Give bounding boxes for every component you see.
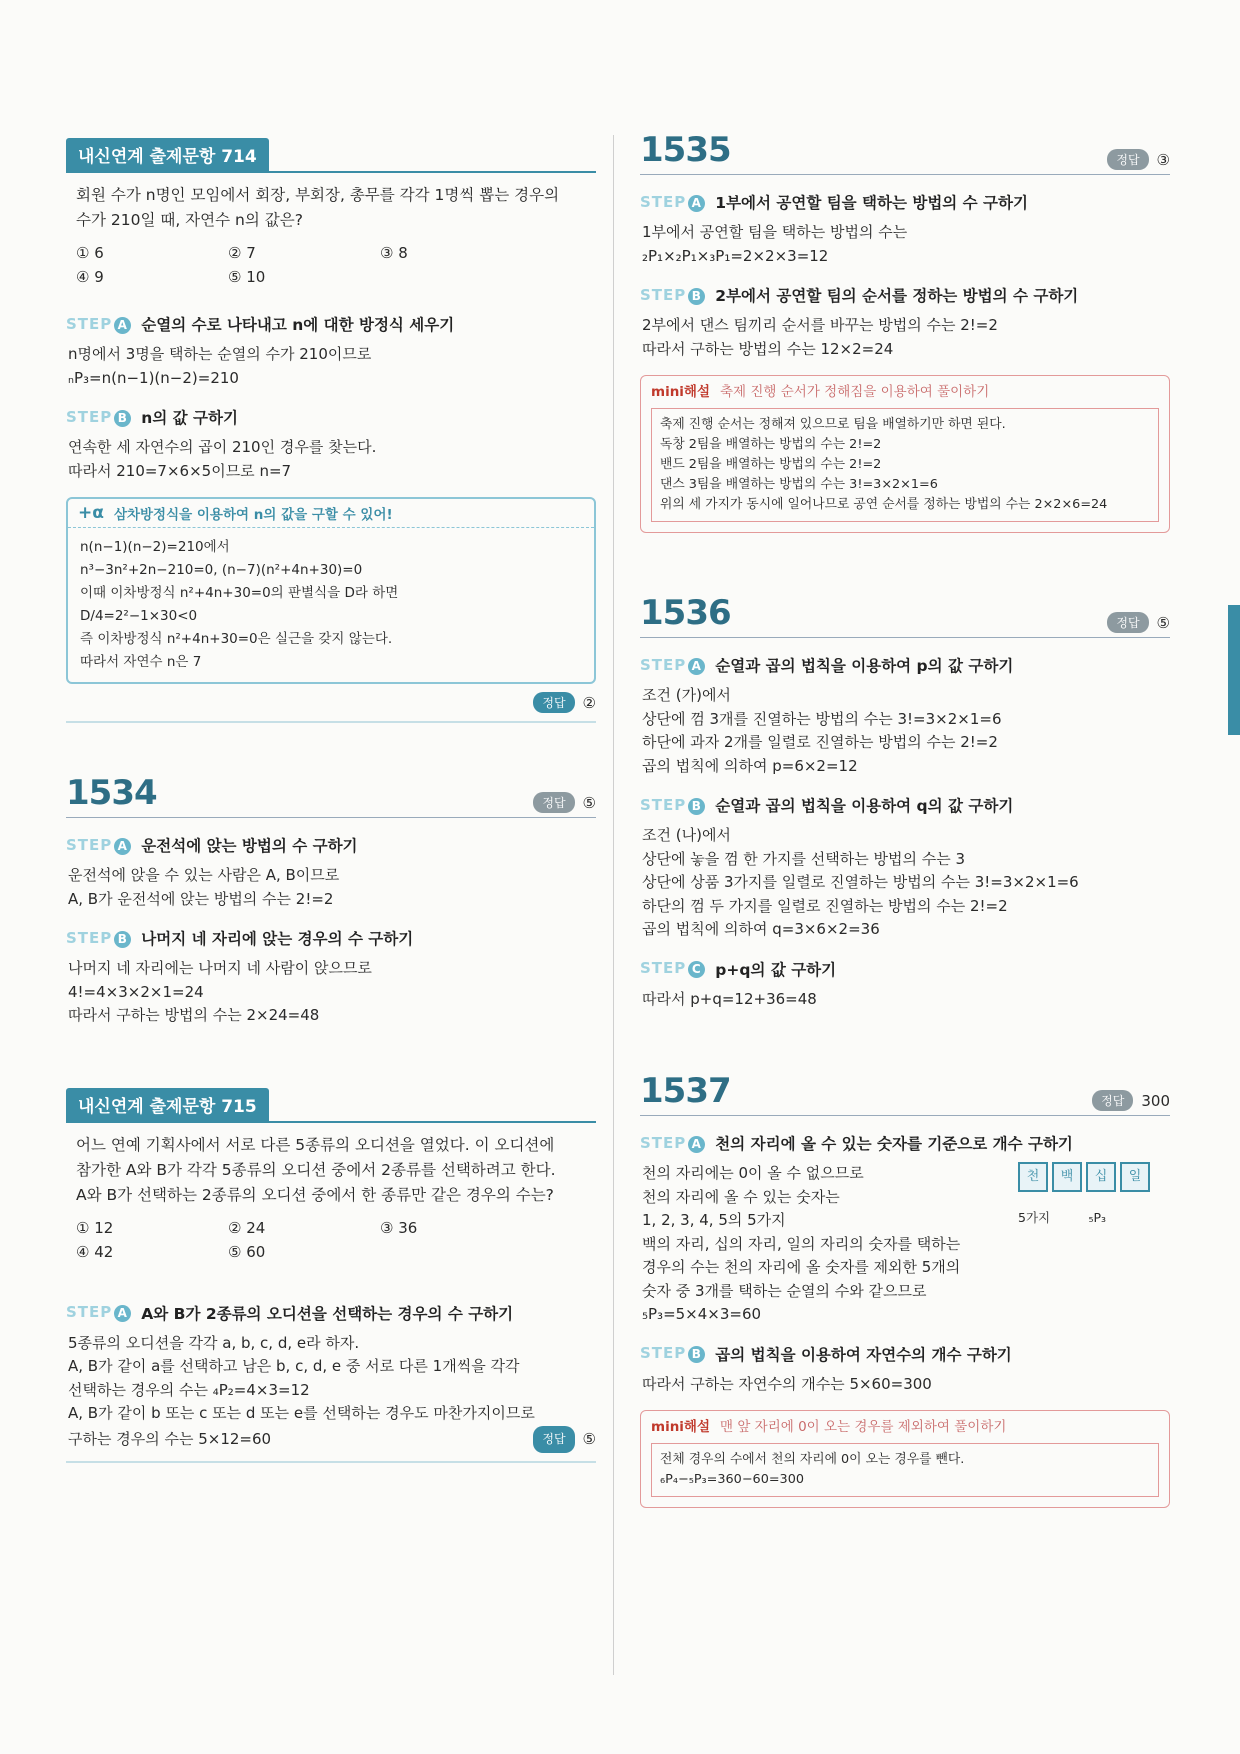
problem-number: 1535 — [640, 130, 731, 170]
step-a — [640, 191, 1170, 213]
answer-value: 300 — [1141, 1091, 1170, 1110]
body-line: 곱의 법칙에 의하여 p=6×2=12 — [642, 756, 858, 775]
step-tag: STEP A — [66, 315, 131, 334]
digit-box: 십 — [1086, 1162, 1116, 1192]
mini-explanation-box — [640, 1410, 1170, 1508]
body-line: 백의 자리, 십의 자리, 일의 자리의 숫자를 택하는 — [642, 1234, 961, 1253]
left-column — [66, 138, 596, 1463]
mini-header — [641, 376, 1169, 404]
plus-alpha-header — [68, 499, 594, 528]
body-line: 하단의 껌 두 가지를 일렬로 진열하는 방법의 수는 2!=2 — [642, 896, 1008, 915]
step-body — [66, 343, 596, 390]
step-body — [640, 988, 1170, 1012]
step-title: 2부에서 공연할 팀의 순서를 정하는 방법의 수 구하기 — [715, 287, 1079, 305]
step-body — [66, 1332, 596, 1454]
body-line: 상단에 놓을 껌 한 가지를 선택하는 방법의 수는 3 — [642, 849, 965, 868]
body-line: 운전석에 앉을 수 있는 사람은 A, B이므로 — [68, 866, 340, 884]
body-line: ₆P₄−₅P₃=360−60=300 — [660, 1472, 804, 1487]
body-line: 조건 (나)에서 — [642, 826, 731, 844]
answer-badge: 정답 — [1107, 612, 1148, 633]
question-line: 수가 210일 때, 자연수 n의 값은? — [76, 211, 303, 229]
body-line: 선택하는 경우의 수는 ₄P₂=4×3=12 — [68, 1380, 310, 1399]
problem-714 — [66, 138, 596, 723]
step-title: 1부에서 공연할 팀을 택하는 방법의 수 구하기 — [715, 194, 1028, 212]
mini-body — [651, 408, 1159, 522]
question-line: 회원 수가 n명인 모임에서 회장, 부회장, 총무를 각각 1명씩 뽑는 경우의 — [76, 186, 560, 204]
body-line: 이때 이차방정식 n²+4n+30=0의 판별식을 D라 하면 — [80, 585, 399, 601]
step-c — [640, 958, 1170, 980]
problem-header — [640, 130, 1170, 175]
choice: ⑤ 10 — [228, 268, 266, 286]
choice: ① 6 — [76, 244, 104, 262]
answer-badge: 정답 — [533, 1426, 574, 1454]
body-line: 구하는 경우의 수는 5×12=60 — [68, 1429, 272, 1448]
step-tag: STEP B — [640, 1344, 705, 1363]
answer-badge: 정답 — [533, 692, 574, 713]
question-line: 참가한 A와 B가 각각 5종류의 오디션 중에서 2종류를 선택하려고 한다. — [76, 1160, 556, 1179]
step-body — [640, 1162, 1170, 1327]
step-tag: STEP B — [66, 929, 131, 948]
step-a — [640, 654, 1170, 676]
body-line: 상단에 껌 3개를 진열하는 방법의 수는 3!=3×2×1=6 — [642, 709, 1002, 728]
step-b — [640, 284, 1170, 306]
step-title: A와 B가 2종류의 오디션을 선택하는 경우의 수 구하기 — [141, 1304, 514, 1323]
banner-title: 내신연계 출제문항 715 — [66, 1088, 269, 1121]
plus-alpha-body — [68, 528, 594, 682]
problem-number: 1537 — [640, 1071, 731, 1111]
question — [66, 183, 596, 233]
step-tag: STEP A — [640, 656, 705, 675]
body-line: 경우의 수는 천의 자리에 올 숫자를 제외한 5개의 — [642, 1258, 961, 1276]
section-end-line — [66, 1461, 596, 1463]
step-title: 순열과 곱의 법칙을 이용하여 p의 값 구하기 — [715, 657, 1014, 675]
body-line: 따라서 p+q=12+36=48 — [642, 989, 817, 1008]
body-line: 즉 이차방정식 n²+4n+30=0은 실근을 갖지 않는다. — [80, 631, 393, 647]
step-tag: STEP B — [640, 796, 705, 815]
step-b — [66, 927, 596, 949]
choice: ③ 36 — [380, 1218, 418, 1237]
mini-tag: mini해설 — [651, 384, 711, 400]
step-b — [640, 1343, 1170, 1365]
step-tag: STEP B — [640, 286, 705, 305]
body-line: 따라서 구하는 방법의 수는 12×2=24 — [642, 339, 894, 358]
body-line: 하단에 과자 2개를 일렬로 진열하는 방법의 수는 2!=2 — [642, 733, 998, 751]
step-tag: STEP A — [66, 836, 131, 855]
answer-badge: 정답 — [1092, 1090, 1133, 1111]
plus-alpha-title: 삼차방정식을 이용하여 n의 값을 구할 수 있어! — [113, 507, 393, 523]
body-line: 나머지 네 자리에는 나머지 네 사람이 앉으므로 — [68, 959, 372, 977]
step-title: 순열의 수로 나타내고 n에 대한 방정식 세우기 — [141, 316, 455, 334]
body-line: 연속한 세 자연수의 곱이 210인 경우를 찾는다. — [68, 438, 377, 456]
body-line: 천의 자리에 올 수 있는 숫자는 — [642, 1187, 840, 1206]
step-body — [640, 684, 1170, 778]
answer-value: ⑤ — [582, 1429, 596, 1448]
mini-header — [641, 1411, 1169, 1439]
problem-number: 1534 — [66, 773, 157, 813]
step-title: 천의 자리에 올 수 있는 숫자를 기준으로 개수 구하기 — [715, 1135, 1073, 1153]
step-tag: STEP A — [640, 193, 705, 212]
digit-label: ₅P₃ — [1088, 1210, 1106, 1225]
answer-row — [66, 692, 596, 713]
body-line: 천의 자리에는 0이 올 수 없으므로 — [642, 1164, 864, 1182]
problem-1536 — [640, 593, 1170, 1011]
step-tag: STEP C — [640, 959, 705, 978]
body-line: 따라서 구하는 자연수의 개수는 5×60=300 — [642, 1374, 932, 1393]
body-line: 1부에서 공연할 팀을 택하는 방법의 수는 — [642, 223, 908, 241]
body-line: 2부에서 댄스 팀끼리 순서를 바꾸는 방법의 수는 2!=2 — [642, 316, 998, 334]
answer-value: ⑤ — [582, 793, 596, 812]
choices — [66, 1208, 596, 1272]
problem-1537 — [640, 1071, 1170, 1508]
digit-box: 백 — [1052, 1162, 1082, 1192]
step-title: 곱의 법칙을 이용하여 자연수의 개수 구하기 — [715, 1345, 1012, 1364]
plus-alpha-box — [66, 497, 596, 684]
body-line: 댄스 3팀을 배열하는 방법의 수는 3!=3×2×1=6 — [660, 477, 938, 492]
body-line: 곱의 법칙에 의하여 q=3×6×2=36 — [642, 920, 880, 938]
step-a — [640, 1132, 1170, 1154]
answer-value: ③ — [1156, 150, 1170, 169]
banner-title: 내신연계 출제문항 714 — [66, 138, 269, 171]
plus-alpha-icon: +α — [78, 503, 104, 523]
step-body — [640, 1373, 1170, 1397]
body-line: 따라서 구하는 방법의 수는 2×24=48 — [68, 1006, 320, 1024]
choice: ② 24 — [228, 1218, 266, 1237]
problem-number: 1536 — [640, 593, 731, 633]
body-line: ₅P₃=5×4×3=60 — [642, 1305, 762, 1323]
step-title: 순열과 곱의 법칙을 이용하여 q의 값 구하기 — [715, 797, 1014, 815]
choice: ② 7 — [228, 244, 256, 262]
problem-1534 — [66, 773, 596, 1028]
choice: ⑤ 60 — [228, 1242, 266, 1261]
question-line: 어느 연예 기획사에서 서로 다른 5종류의 오디션을 열었다. 이 오디션에 — [76, 1135, 555, 1154]
body-line: A, B가 운전석에 앉는 방법의 수는 2!=2 — [68, 889, 334, 908]
step-body — [640, 221, 1170, 268]
step-body — [66, 436, 596, 483]
body-line: 4!=4×3×2×1=24 — [68, 982, 204, 1001]
body-line: ₂P₁×₂P₁×₃P₁=2×2×3=12 — [642, 246, 829, 265]
body-line: 숫자 중 3개를 택하는 순열의 수와 같으므로 — [642, 1281, 927, 1300]
digit-box: 일 — [1120, 1162, 1150, 1192]
body-line: 축제 진행 순서는 정해져 있으므로 팀을 배열하기만 하면 된다. — [660, 417, 1006, 432]
question — [66, 1133, 596, 1208]
digit-place-diagram — [1018, 1162, 1150, 1230]
body-line: D/4=2²−1×30<0 — [80, 608, 198, 624]
body-line: n명에서 3명을 택하는 순열의 수가 210이므로 — [68, 345, 372, 363]
digit-box: 천 — [1018, 1162, 1048, 1192]
step-a — [66, 834, 596, 856]
problem-header — [66, 773, 596, 818]
right-column — [640, 130, 1170, 1508]
section-end-line — [66, 721, 596, 723]
body-line: 전체 경우의 수에서 천의 자리에 0이 오는 경우를 뺀다. — [660, 1452, 965, 1467]
body-line: 5종류의 오디션을 각각 a, b, c, d, e라 하자. — [68, 1333, 360, 1352]
edge-tab — [1228, 605, 1240, 735]
step-tag: STEP A — [66, 1303, 131, 1322]
body-line: 독창 2팀을 배열하는 방법의 수는 2!=2 — [660, 437, 882, 452]
choice: ③ 8 — [380, 244, 408, 262]
step-title: 운전석에 앉는 방법의 수 구하기 — [141, 837, 358, 855]
choice: ④ 42 — [76, 1242, 114, 1261]
answer-value: ⑤ — [1156, 613, 1170, 632]
body-line: 따라서 210=7×6×5이므로 n=7 — [68, 461, 292, 480]
question-line: A와 B가 선택하는 2종류의 오디션 중에서 한 종류만 같은 경우의 수는? — [76, 1185, 554, 1204]
mini-explanation-box — [640, 375, 1170, 533]
step-a — [66, 1302, 596, 1324]
step-b — [640, 794, 1170, 816]
banner-714 — [66, 138, 596, 173]
choices — [66, 233, 596, 297]
body-line: ₙP₃=n(n−1)(n−2)=210 — [68, 368, 239, 387]
body-line: n(n−1)(n−2)=210에서 — [80, 539, 230, 555]
problem-header — [640, 593, 1170, 638]
problem-1535 — [640, 130, 1170, 533]
banner-715 — [66, 1088, 596, 1123]
body-line: 위의 세 가지가 동시에 일어나므로 공연 순서를 정하는 방법의 수는 2×2×6=24 — [660, 497, 1108, 512]
step-body — [640, 314, 1170, 361]
digit-label: 5가지 — [1018, 1210, 1051, 1225]
step-body — [66, 864, 596, 911]
step-title: p+q의 값 구하기 — [715, 960, 837, 979]
body-line: A, B가 같이 b 또는 c 또는 d 또는 e를 선택하는 경우도 마찬가지이므로 — [68, 1404, 535, 1422]
problem-header — [640, 1071, 1170, 1116]
answer-badge: 정답 — [1107, 149, 1148, 170]
answer-value: ② — [582, 693, 596, 712]
step-tag: STEP B — [66, 408, 131, 427]
body-line: A, B가 같이 a를 선택하고 남은 b, c, d, e 중 서로 다른 1개씩을 각각 — [68, 1357, 520, 1375]
mini-title: 축제 진행 순서가 정해짐을 이용하여 풀이하기 — [720, 384, 990, 400]
problem-715 — [66, 1088, 596, 1464]
body-line: 따라서 자연수 n은 7 — [80, 654, 202, 670]
body-line: 상단에 상품 3가지를 일렬로 진열하는 방법의 수는 3!=3×2×1=6 — [642, 873, 1079, 891]
step-body — [640, 824, 1170, 942]
body-line: n³−3n²+2n−210=0, (n−7)(n²+4n+30)=0 — [80, 562, 363, 578]
step-a — [66, 313, 596, 335]
body-line: 1, 2, 3, 4, 5의 5가지 — [642, 1211, 786, 1229]
step-body — [66, 957, 596, 1028]
body-line: 밴드 2팀을 배열하는 방법의 수는 2!=2 — [660, 457, 882, 472]
column-divider — [613, 135, 614, 1675]
choice: ① 12 — [76, 1218, 114, 1237]
step-tag: STEP A — [640, 1134, 705, 1153]
step-title: 나머지 네 자리에 앉는 경우의 수 구하기 — [141, 930, 414, 948]
body-line: 조건 (가)에서 — [642, 686, 731, 704]
mini-tag: mini해설 — [651, 1419, 711, 1435]
step-title: n의 값 구하기 — [141, 409, 238, 427]
choice: ④ 9 — [76, 268, 104, 286]
answer-badge: 정답 — [533, 792, 574, 813]
step-b — [66, 406, 596, 428]
mini-title: 맨 앞 자리에 0이 오는 경우를 제외하여 풀이하기 — [720, 1419, 1007, 1435]
mini-body — [651, 1443, 1159, 1497]
